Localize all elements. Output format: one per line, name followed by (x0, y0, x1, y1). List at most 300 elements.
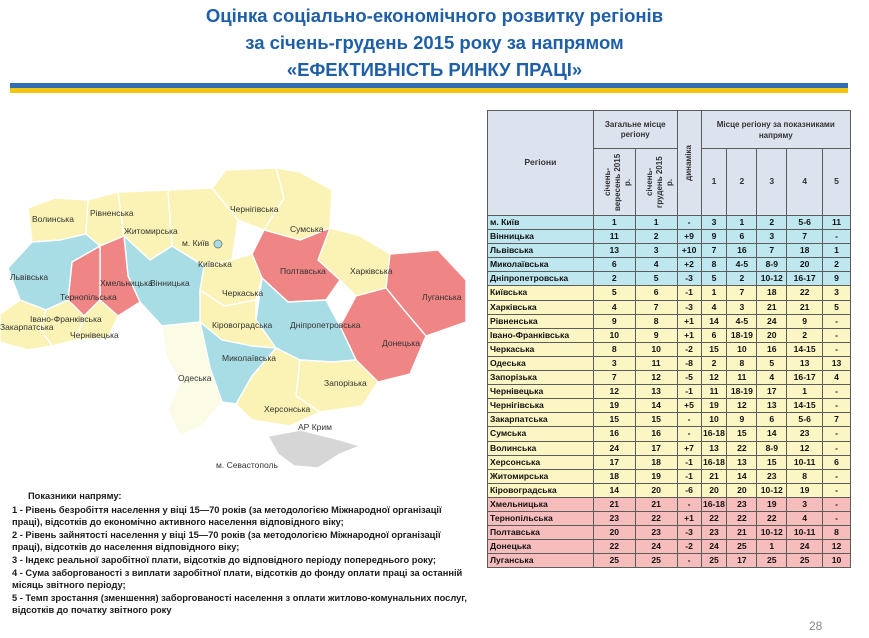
rank-period-1: 18 (593, 469, 635, 483)
rank-period-2: 2 (635, 230, 677, 244)
indicator-4: 12 (787, 441, 823, 455)
rank-dynamics: -1 (677, 286, 701, 300)
map-label: Миколаївська (222, 353, 276, 363)
table-row (488, 469, 851, 483)
region-name: Тернопільська (488, 511, 594, 525)
indicator-5: - (823, 441, 851, 455)
rank-dynamics: +7 (677, 441, 701, 455)
region-name: Київська (488, 286, 594, 300)
rank-period-1: 5 (593, 286, 635, 300)
region-name: Закарпатська (488, 413, 594, 427)
region-name: Сумська (488, 427, 594, 441)
indicator-2: 20 (727, 483, 757, 497)
rank-period-2: 6 (635, 286, 677, 300)
indicator-1: 14 (701, 314, 727, 328)
map-label: Донецька (382, 338, 420, 348)
indicator-4: 5-6 (787, 413, 823, 427)
map-label: Дніпропетровська (290, 320, 361, 330)
indicator-3: 18 (757, 286, 787, 300)
indicator-1: 7 (701, 244, 727, 258)
rank-period-1: 14 (593, 483, 635, 497)
table-row (488, 356, 851, 370)
page-number: 28 (809, 619, 823, 633)
indicator-4: 8 (787, 469, 823, 483)
table-row (488, 342, 851, 356)
indicator-5: - (823, 427, 851, 441)
rank-period-2: 22 (635, 511, 677, 525)
header-col-5: 5 (823, 149, 851, 216)
indicator-4: 1 (787, 385, 823, 399)
indicator-2: 8 (727, 356, 757, 370)
map-label: Запорізька (324, 378, 367, 388)
rank-period-1: 15 (593, 413, 635, 427)
map-label: Харківська (350, 266, 393, 276)
rank-dynamics: -2 (677, 342, 701, 356)
table-row (488, 540, 851, 554)
indicator-3: 16 (757, 342, 787, 356)
map-label: Вінницька (150, 278, 190, 288)
rank-period-1: 25 (593, 554, 635, 568)
indicator-2: 11 (727, 371, 757, 385)
rank-dynamics: +2 (677, 258, 701, 272)
title-line-3: «ЕФЕКТИВНІСТЬ РИНКУ ПРАЦІ» (286, 59, 583, 80)
table-row (488, 272, 851, 286)
rank-dynamics: -1 (677, 455, 701, 469)
indicator-4: 2 (787, 328, 823, 342)
map-label: Тернопільська (60, 292, 117, 302)
indicator-2: 14 (727, 469, 757, 483)
table-row (488, 300, 851, 314)
indicator-4: 9 (787, 314, 823, 328)
indicator-5: - (823, 469, 851, 483)
indicator-5: 6 (823, 455, 851, 469)
map-label: Волинська (32, 214, 74, 224)
indicator-3: 25 (757, 554, 787, 568)
header-col-4: 4 (787, 149, 823, 216)
indicator-3: 23 (757, 469, 787, 483)
region-name: Харківська (488, 300, 594, 314)
indicator-3: 19 (757, 497, 787, 511)
rank-period-1: 1 (593, 216, 635, 230)
rank-period-1: 8 (593, 342, 635, 356)
indicator-3: 2 (757, 216, 787, 230)
rank-period-1: 11 (593, 230, 635, 244)
rank-dynamics: -6 (677, 483, 701, 497)
indicator-2: 18-19 (727, 385, 757, 399)
indicator-5: 13 (823, 356, 851, 370)
indicator-3: 10-12 (757, 272, 787, 286)
indicator-5: - (823, 399, 851, 413)
indicator-4: 18 (787, 244, 823, 258)
table-row (488, 230, 851, 244)
title-line-2: за січень-грудень 2015 року за напрямом (245, 32, 624, 53)
title-line-1: Оцінка соціально-економічного розвитку регіонів (205, 5, 664, 26)
indicator-4: 14-15 (787, 399, 823, 413)
indicator-4: 25 (787, 554, 823, 568)
indicator-5: - (823, 497, 851, 511)
map-label: Луганська (422, 292, 462, 302)
indicator-2: 18-19 (727, 328, 757, 342)
region-name: Рівненська (488, 314, 594, 328)
indicator-2: 17 (727, 554, 757, 568)
indicator-1: 20 (701, 483, 727, 497)
map-label: Чернівецька (70, 330, 119, 340)
indicator-2: 22 (727, 441, 757, 455)
header-col-3: 3 (757, 149, 787, 216)
header-col-1: 1 (701, 149, 727, 216)
indicator-4: 16-17 (787, 272, 823, 286)
legend-item: 4 - Сума заборгованості з виплати заробітної плати, відсотків до фонду оплати праці за останній місяць звітного періоду; (12, 567, 463, 591)
rank-period-1: 2 (593, 272, 635, 286)
region-name: Миколаївська (488, 258, 594, 272)
indicator-1: 25 (701, 554, 727, 568)
rank-dynamics: -5 (677, 371, 701, 385)
indicator-1: 10 (701, 413, 727, 427)
page-title (0, 2, 869, 83)
indicator-1: 16-18 (701, 497, 727, 511)
map-label: Полтавська (280, 266, 326, 276)
map-label: Хмельницька (100, 278, 153, 288)
table-row (488, 455, 851, 469)
indicator-2: 4-5 (727, 258, 757, 272)
map-label: м. Київ (182, 238, 210, 248)
region-name: Донецька (488, 540, 594, 554)
indicator-5: - (823, 314, 851, 328)
indicator-4: 21 (787, 300, 823, 314)
region-name: Чернівецька (488, 385, 594, 399)
rank-dynamics: +9 (677, 230, 701, 244)
header-period-2: січень-грудень 2015 р. (635, 149, 677, 216)
indicator-5: 9 (823, 272, 851, 286)
region-name: Вінницька (488, 230, 594, 244)
indicator-1: 1 (701, 286, 727, 300)
map-label: Херсонська (264, 404, 311, 414)
indicator-1: 4 (701, 300, 727, 314)
indicator-5: - (823, 483, 851, 497)
legend-item: 3 - Індекс реальної заробітної плати, відсотків до відповідного періоду попереднього року; (12, 554, 436, 565)
region-name: Одеська (488, 356, 594, 370)
rank-period-1: 23 (593, 511, 635, 525)
indicator-5: 2 (823, 258, 851, 272)
region-name: Дніпропетровська (488, 272, 594, 286)
rank-period-2: 24 (635, 540, 677, 554)
rank-dynamics: - (677, 427, 701, 441)
indicator-4: 4 (787, 511, 823, 525)
rank-period-2: 14 (635, 399, 677, 413)
rank-dynamics: -1 (677, 469, 701, 483)
rank-dynamics: +5 (677, 399, 701, 413)
rank-dynamics: +1 (677, 328, 701, 342)
table-row (488, 371, 851, 385)
indicator-2: 23 (727, 497, 757, 511)
rank-period-1: 22 (593, 540, 635, 554)
rank-period-1: 13 (593, 244, 635, 258)
indicator-1: 19 (701, 399, 727, 413)
indicator-1: 5 (701, 272, 727, 286)
yellow-stripe (10, 88, 848, 93)
rank-period-2: 25 (635, 554, 677, 568)
region-crimea (268, 430, 360, 468)
rank-period-2: 3 (635, 244, 677, 258)
indicator-4: 24 (787, 540, 823, 554)
indicator-1: 22 (701, 511, 727, 525)
rank-period-1: 24 (593, 441, 635, 455)
map-label: Одеська (178, 373, 212, 383)
table-row (488, 497, 851, 511)
indicator-2: 2 (727, 272, 757, 286)
indicator-4: 19 (787, 483, 823, 497)
indicator-3: 6 (757, 413, 787, 427)
indicator-2: 9 (727, 413, 757, 427)
indicator-1: 16-18 (701, 455, 727, 469)
table-row (488, 413, 851, 427)
map-label: Київська (198, 259, 232, 269)
indicator-3: 10-12 (757, 483, 787, 497)
indicator-2: 4-5 (727, 314, 757, 328)
rank-period-1: 19 (593, 399, 635, 413)
rank-dynamics: +1 (677, 511, 701, 525)
region-name: Івано-Франківська (488, 328, 594, 342)
indicator-2: 15 (727, 427, 757, 441)
rank-period-2: 21 (635, 497, 677, 511)
map-label: Івано-Франківська (30, 314, 102, 324)
indicator-4: 22 (787, 286, 823, 300)
region-name: Кіровоградська (488, 483, 594, 497)
indicator-1: 6 (701, 328, 727, 342)
map-label: Закарпатська (0, 322, 54, 332)
indicator-1: 23 (701, 526, 727, 540)
region-name: Львівська (488, 244, 594, 258)
indicator-1: 13 (701, 441, 727, 455)
map-label: Рівненська (90, 208, 134, 218)
map-label: Житомирська (124, 226, 178, 236)
indicator-1: 24 (701, 540, 727, 554)
rank-period-2: 10 (635, 342, 677, 356)
rank-period-1: 9 (593, 314, 635, 328)
indicator-4: 14-15 (787, 342, 823, 356)
region-name: Житомирська (488, 469, 594, 483)
indicators-legend (12, 490, 472, 617)
indicator-5: 7 (823, 413, 851, 427)
rank-dynamics: - (677, 554, 701, 568)
indicator-4: 10-11 (787, 455, 823, 469)
header-dynamics: динаміка (677, 111, 701, 216)
indicator-1: 8 (701, 258, 727, 272)
indicator-3: 3 (757, 230, 787, 244)
table-row (488, 427, 851, 441)
region-name: Полтавська (488, 526, 594, 540)
indicator-3: 24 (757, 314, 787, 328)
map-label: Кіровоградська (212, 320, 273, 330)
rank-dynamics: -8 (677, 356, 701, 370)
indicator-5: 10 (823, 554, 851, 568)
rank-period-2: 12 (635, 371, 677, 385)
ukraine-map (0, 150, 480, 480)
rank-period-1: 7 (593, 371, 635, 385)
indicator-1: 2 (701, 356, 727, 370)
rank-period-2: 7 (635, 300, 677, 314)
rank-period-2: 11 (635, 356, 677, 370)
rank-period-1: 6 (593, 258, 635, 272)
indicator-2: 6 (727, 230, 757, 244)
table-row (488, 314, 851, 328)
indicator-5: 1 (823, 244, 851, 258)
indicator-3: 15 (757, 455, 787, 469)
legend-item: 1 - Рівень безробіття населення у віці 15—70 років (за методологією Міжнародної організації праці), відсотків до економічно активного населення відповідного віку; (12, 504, 442, 528)
rank-period-2: 23 (635, 526, 677, 540)
table-row (488, 216, 851, 230)
indicator-3: 5 (757, 356, 787, 370)
rank-period-2: 13 (635, 385, 677, 399)
indicator-2: 16 (727, 244, 757, 258)
indicator-2: 25 (727, 540, 757, 554)
rank-dynamics: -3 (677, 300, 701, 314)
rank-period-2: 1 (635, 216, 677, 230)
indicator-1: 16-18 (701, 427, 727, 441)
region-name: Луганська (488, 554, 594, 568)
indicator-4: 7 (787, 230, 823, 244)
indicator-1: 3 (701, 216, 727, 230)
indicator-1: 11 (701, 385, 727, 399)
rank-dynamics: +1 (677, 314, 701, 328)
rank-period-1: 10 (593, 328, 635, 342)
table-row (488, 441, 851, 455)
indicator-3: 14 (757, 427, 787, 441)
indicator-3: 22 (757, 511, 787, 525)
rank-period-1: 21 (593, 497, 635, 511)
indicator-5: - (823, 230, 851, 244)
rank-period-2: 8 (635, 314, 677, 328)
indicator-4: 20 (787, 258, 823, 272)
indicator-2: 21 (727, 526, 757, 540)
map-label: Сумська (290, 224, 324, 234)
region-name: Запорізька (488, 371, 594, 385)
kyiv-city-marker (214, 240, 222, 248)
region-name: Чернігівська (488, 399, 594, 413)
indicator-4: 10-11 (787, 526, 823, 540)
header-col-2: 2 (727, 149, 757, 216)
rank-dynamics: +10 (677, 244, 701, 258)
indicator-5: 5 (823, 300, 851, 314)
map-label: Львівська (10, 272, 49, 282)
rank-period-1: 16 (593, 427, 635, 441)
table-row (488, 526, 851, 540)
indicator-1: 9 (701, 230, 727, 244)
indicator-4: 3 (787, 497, 823, 511)
header-indicators: Місце регіону за показниками напряму (701, 111, 850, 149)
indicator-3: 8-9 (757, 258, 787, 272)
indicator-5: 8 (823, 526, 851, 540)
rank-period-2: 16 (635, 427, 677, 441)
table-row (488, 244, 851, 258)
legend-header: Показники напряму: (28, 491, 122, 501)
indicator-5: 3 (823, 286, 851, 300)
indicator-5: 12 (823, 540, 851, 554)
indicator-3: 7 (757, 244, 787, 258)
rank-period-2: 19 (635, 469, 677, 483)
rank-period-2: 5 (635, 272, 677, 286)
indicator-5: 4 (823, 371, 851, 385)
table-row (488, 399, 851, 413)
rank-period-1: 12 (593, 385, 635, 399)
indicator-1: 12 (701, 371, 727, 385)
map-label: АР Крим (298, 422, 332, 432)
indicator-3: 8-9 (757, 441, 787, 455)
indicator-2: 1 (727, 216, 757, 230)
legend-item: 2 - Рівень зайнятості населення у віці 15—70 років (за методологією Міжнародної організації праці), відсотків до населення відповідного віку; (12, 529, 441, 553)
rank-dynamics: -1 (677, 385, 701, 399)
table-row (488, 511, 851, 525)
indicator-1: 21 (701, 469, 727, 483)
rank-period-1: 17 (593, 455, 635, 469)
indicator-2: 13 (727, 455, 757, 469)
rank-dynamics: - (677, 216, 701, 230)
indicator-5: - (823, 342, 851, 356)
region-name: Черкаська (488, 342, 594, 356)
rank-dynamics: -3 (677, 272, 701, 286)
table-row (488, 385, 851, 399)
indicator-5: - (823, 328, 851, 342)
map-label: Чернігівська (230, 204, 279, 214)
indicator-5: - (823, 385, 851, 399)
indicator-5: 11 (823, 216, 851, 230)
header-period-1: січень-вересень 2015 р. (593, 149, 635, 216)
header-regions: Регіони (488, 111, 594, 216)
map-label: Черкаська (222, 288, 264, 298)
indicator-3: 20 (757, 328, 787, 342)
indicator-5: - (823, 511, 851, 525)
indicator-3: 1 (757, 540, 787, 554)
rank-period-1: 20 (593, 526, 635, 540)
legend-item: 5 - Темп зростання (зменшення) заборгованості населення з оплати житлово-комунальних послуг, відсотків до початку звітного року (12, 592, 467, 616)
table-row (488, 258, 851, 272)
rank-period-1: 3 (593, 356, 635, 370)
indicator-2: 12 (727, 399, 757, 413)
indicator-3: 21 (757, 300, 787, 314)
rank-period-2: 4 (635, 258, 677, 272)
rank-dynamics: - (677, 497, 701, 511)
indicator-4: 23 (787, 427, 823, 441)
rank-period-1: 4 (593, 300, 635, 314)
indicator-4: 5-6 (787, 216, 823, 230)
region-name: Волинська (488, 441, 594, 455)
indicator-1: 15 (701, 342, 727, 356)
table-row (488, 286, 851, 300)
rank-period-2: 9 (635, 328, 677, 342)
rank-period-2: 18 (635, 455, 677, 469)
rank-period-2: 20 (635, 483, 677, 497)
rank-period-2: 17 (635, 441, 677, 455)
table-row (488, 328, 851, 342)
rank-dynamics: -3 (677, 526, 701, 540)
indicator-3: 4 (757, 371, 787, 385)
indicator-3: 13 (757, 399, 787, 413)
map-label: м. Севастополь (216, 460, 278, 470)
rank-dynamics: - (677, 413, 701, 427)
header-overall: Загальне місце регіону (593, 111, 677, 149)
region-name: м. Київ (488, 216, 594, 230)
indicator-2: 3 (727, 300, 757, 314)
table-row (488, 554, 851, 568)
indicator-3: 17 (757, 385, 787, 399)
region-name: Хмельницька (488, 497, 594, 511)
indicator-2: 7 (727, 286, 757, 300)
indicator-4: 16-17 (787, 371, 823, 385)
indicator-3: 10-12 (757, 526, 787, 540)
indicator-4: 13 (787, 356, 823, 370)
rank-period-2: 15 (635, 413, 677, 427)
region-name: Херсонська (488, 455, 594, 469)
